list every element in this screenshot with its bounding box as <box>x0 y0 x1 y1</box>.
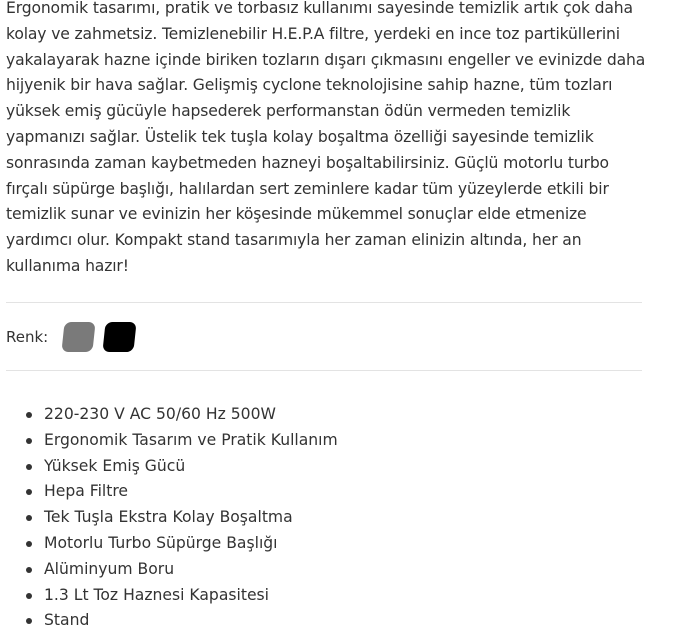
color-selector <box>6 321 145 353</box>
feature-item: Motorlu Turbo Süpürge Başlığı <box>25 531 338 557</box>
feature-item: Yüksek Emiş Gücü <box>25 454 338 480</box>
feature-item: Ergonomik Tasarım ve Pratik Kullanım <box>25 428 338 454</box>
color-swatch-black[interactable] <box>103 322 137 352</box>
feature-item: Alüminyum Boru <box>25 557 338 583</box>
product-description: Ergonomik tasarımı, pratik ve torbasız kullanımı sayesinde temizlik artık çok daha kolay ve zahmetsiz. Temizlenebilir H.E.P.A filtre, yerdeki en ince toz partiküllerini yakalayarak hazne içinde biriken tozların dışarı çıkmasını engeller ve evinizde daha hijyenik bir hava sağlar. Gelişmiş cyclone teknolojisine sahip hazne, tüm tozları yüksek emiş gücüyle hapsederek performanstan ödün vermeden temizlik yapmanızı sağlar. Üstelik tek tuşla kolay boşaltma özelliği sayesinde temizlik sonrasında zaman kaybetmeden hazneyi boşaltabilirsiniz. Güçlü motorlu turbo fırçalı süpürge başlığı, halılardan sert zeminlere kadar tüm yüzeylerde etkili bir temizlik sunar ve evinizin her köşesinde mükemmel sonuçlar elde etmenize yardımcı olur. Kompakt stand tasarımıyla her zaman elinizin altında, her an kullanıma hazır! <box>6 0 646 275</box>
feature-item: 1.3 Lt Toz Haznesi Kapasitesi <box>25 583 338 609</box>
divider <box>6 370 642 371</box>
feature-item: Hepa Filtre <box>25 479 338 505</box>
divider <box>6 302 642 303</box>
color-swatch-gray[interactable] <box>62 322 96 352</box>
feature-list <box>25 402 338 634</box>
feature-item: Stand <box>25 608 338 634</box>
feature-item: Tek Tuşla Ekstra Kolay Boşaltma <box>25 505 338 531</box>
feature-item: 220-230 V AC 50/60 Hz 500W <box>25 402 338 428</box>
color-label: Renk: <box>6 328 49 346</box>
